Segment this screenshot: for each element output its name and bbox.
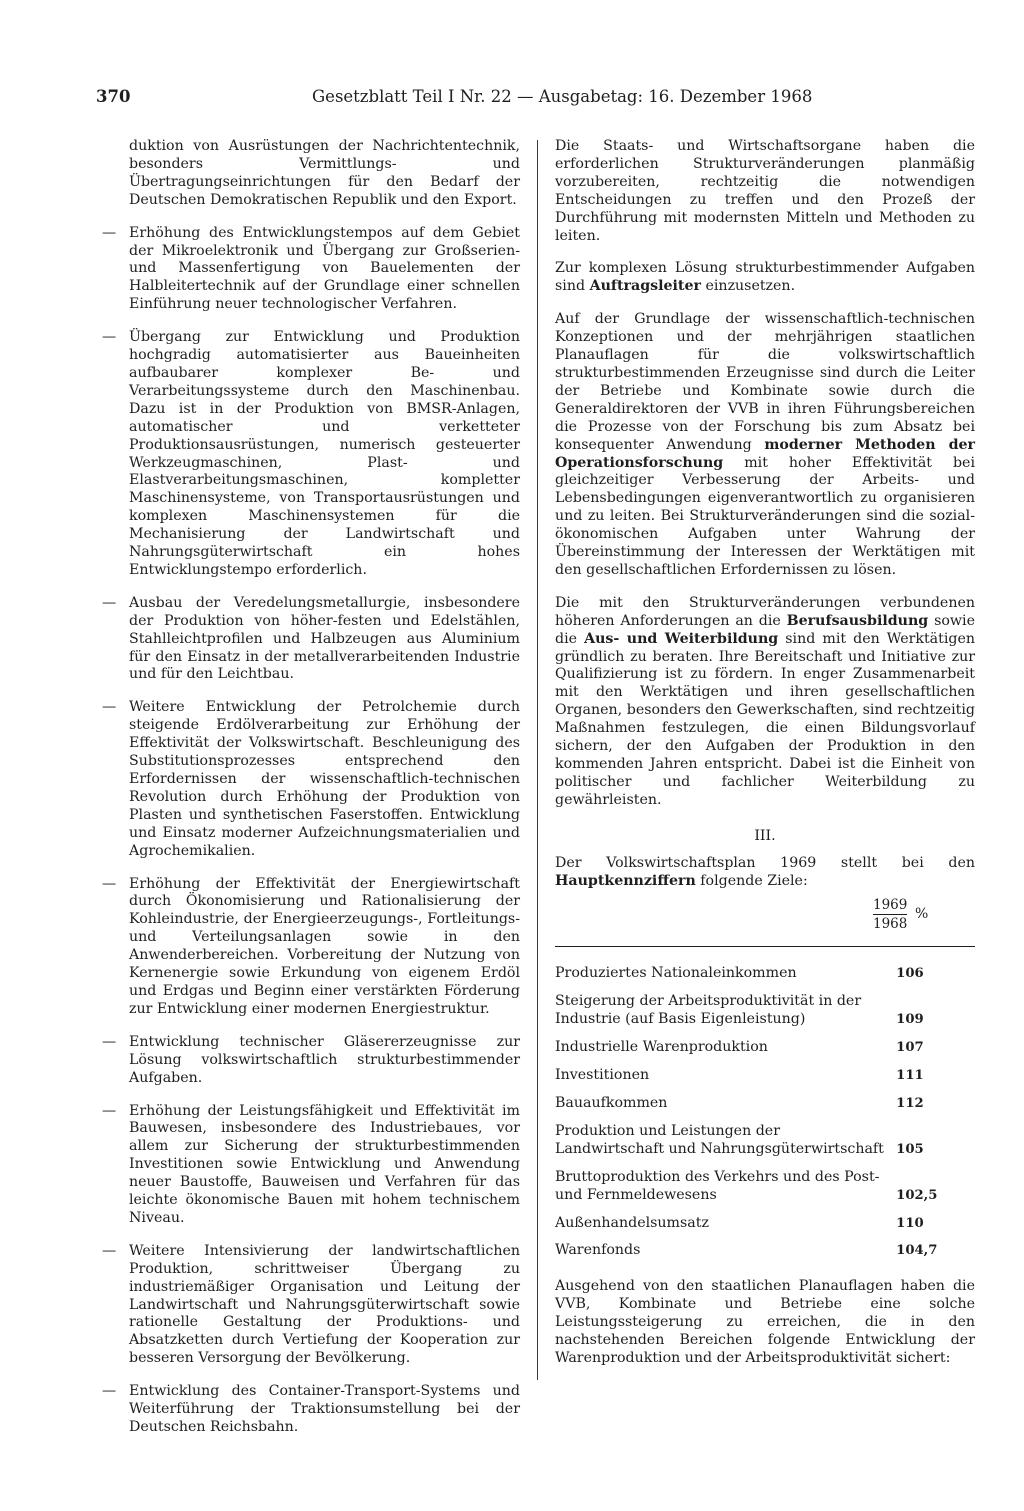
list-item	[102, 876, 520, 1019]
fraction-denominator: 1968	[873, 916, 908, 933]
list-item	[102, 1243, 520, 1368]
fraction-numerator: 1969	[873, 897, 908, 914]
row-label: Warenfonds	[555, 1242, 641, 1259]
row-value: 106	[896, 966, 924, 982]
column-header-fraction	[873, 896, 907, 933]
list-item	[102, 225, 520, 315]
list-item-text: Übergang zur Entwicklung und Produktion hochgradig automatisierter aus Baueinheiten aufbaubarer komplexer Be- und Verarbeitungssysteme durch den Maschinenbau. Dazu ist in der Produktion von BMSR-Anlagen, automatischer und verketteter Produktionsausrüstungen, numerisch gesteuerter Werkzeugmaschinen, Plast- und Elastverarbeitungsmaschinen, kompletter Maschinensysteme, von Transportausrüstungen und komplexen Maschinensystemen für die Mechanisierung der Landwirtschaft und Nahrungsgüterwirtschaft ein hohes Entwicklungstempo erforderlich.	[129, 329, 520, 578]
dash-bullet: —	[102, 594, 117, 611]
row-value: 112	[896, 1095, 924, 1111]
running-title: Gesetzblatt Teil I Nr. 22 — Ausgabetag: 16. Dezember 1968	[312, 87, 813, 106]
list-item	[102, 1103, 520, 1228]
text-run: Die mit den Strukturveränderungen verbundenen höheren Anforderungen an die	[555, 594, 975, 629]
list-item-text: Weitere Entwicklung der Petrolchemie durch steigende Erdölverarbeitung zur Erhöhung der Effektivität der Volkswirtschaft. Beschleunigung des Substitutionsprozesses entsprechend den Erfordernissen der wissenschaftlich-technischen Revolution durch Erhöhung der Produktion von Plasten und synthetischen Faserstoffen. Entwicklung und Einsatz moderner Aufzeichnungsmaterialien und Agrochemikalien.	[129, 699, 520, 859]
text-run: folgende Ziele:	[695, 872, 808, 889]
table-row	[555, 993, 975, 1029]
text-run: sowie die	[555, 612, 975, 647]
section-heading: III.	[754, 827, 776, 844]
dash-bullet: —	[102, 1383, 117, 1400]
page-header	[96, 87, 813, 111]
table-row	[555, 1095, 975, 1113]
percent-unit: %	[915, 906, 929, 923]
table-header	[555, 896, 975, 936]
right-column	[555, 138, 975, 1368]
list-item-text: Entwicklung des Container-Transport-Systems und Weiterführung der Traktionsumstellung bei der Deutschen Reichsbahn.	[129, 1383, 520, 1435]
row-value: 111	[896, 1068, 924, 1084]
dash-bullet: —	[102, 1033, 117, 1050]
closing-paragraph: Ausgehend von den staatlichen Planauflagen haben die VVB, Kombinate und Betriebe eine solche Leistungssteigerung zu erreichen, die in den nachstehenden Bereichen folgende Entwicklung der Warenproduktion und der Arbeitsproduktivität sichert:	[555, 1278, 975, 1366]
bold-term: Hauptkennziffern	[555, 872, 696, 889]
text-run: Der Volkswirtschaftsplan 1969 stellt bei den	[555, 854, 975, 871]
table-rule	[555, 946, 975, 947]
table-row	[555, 1039, 975, 1057]
text-run: Auf der Grundlage der wissenschaftlich-technischen Konzeptionen und der mehrjährigen staatlichen Planauflagen für die volkswirtschaftlich strukturbestimmenden Erzeugnisse sind durch die Leiter der Betriebe und Kombinate sowie durch die Generaldirektoren der VVB in ihren Führungsbereichen die Prozesse von der Forschung bis zum Absatz bei konsequenter Anwendung	[555, 311, 975, 453]
text-run: einzusetzen.	[700, 278, 796, 295]
bold-term: Auftragsleiter	[589, 278, 701, 295]
dash-bullet: —	[102, 329, 117, 346]
row-value: 107	[896, 1040, 924, 1056]
table-row	[555, 1067, 975, 1085]
list-item	[102, 699, 520, 860]
row-value: 105	[896, 1141, 924, 1157]
table-row	[555, 1242, 975, 1260]
page-number: 370	[96, 87, 131, 106]
left-column	[102, 138, 520, 1452]
list-item	[102, 329, 520, 580]
paragraph	[555, 311, 975, 580]
bold-term: moderner Methoden der Operationsforschung	[555, 436, 976, 471]
table-row	[555, 1215, 975, 1233]
text-run: Zur komplexen Lösung strukturbestimmender Aufgaben sind	[555, 260, 975, 295]
list-item-text: Erhöhung der Effektivität der Energiewirtschaft durch Ökonomisierung und Rationalisierung der Kohleindustrie, der Energieerzeugungs-, Fortleitungs- und Verteilungsanlagen sowie in den Anwenderbereichen. Vorbereitung der Nutzung von Kernenergie sowie Erkundung von eigenem Erdöl und Erdgas und Beginn einer verstärkten Förderung zur Entwicklung einer modernen Energiestruktur.	[129, 875, 520, 1017]
paragraph: Die Staats- und Wirtschaftsorgane haben die erforderlichen Strukturveränderungen planmäßig vorzubereiten, rechtzeitig die notwendigen Entscheidungen zu treffen und den Prozeß der Durchführung mit modernsten Mitteln und Methoden zu leiten.	[555, 138, 975, 244]
list-item-text: Erhöhung des Entwicklungstempos auf dem Gebiet der Mikroelektronik und Übergang zur Großserien- und Massenfertigung von Bauelementen der Halbleitertechnik auf der Grundlage einer schnellen Einführung neuer technologischer Verfahren.	[129, 224, 520, 313]
bold-term: Berufsausbildung	[786, 612, 929, 629]
row-value: 102,5	[896, 1187, 938, 1203]
bold-term: Aus- und Weiterbildung	[584, 630, 779, 647]
list-item	[102, 1034, 520, 1088]
row-label: Steigerung der Arbeitsproduktivität in der Industrie (auf Basis Eigenleistung)	[555, 993, 862, 1028]
paragraph	[555, 260, 975, 296]
dash-bullet: —	[102, 224, 117, 241]
table-row	[555, 1169, 975, 1205]
dash-bullet: —	[102, 699, 117, 716]
row-value: 110	[896, 1215, 924, 1231]
table-row	[555, 1123, 975, 1159]
dash-bullet: —	[102, 875, 117, 892]
list-item-text: Erhöhung der Leistungsfähigkeit und Effektivität im Bauwesen, insbesondere des Industriebaues, vor allem zur Sicherung der strukturbestimmenden Investitionen sowie Entwicklung und Anwendung neuer Baustoffe, Bauweisen und Verfahren für das leichte ökonomische Bauen mit hohem technischem Niveau.	[129, 1102, 520, 1226]
row-label: Produziertes Nationaleinkommen	[555, 965, 797, 982]
row-label: Investitionen	[555, 1067, 650, 1084]
list-item	[102, 595, 520, 685]
row-label: Produktion und Leistungen der Landwirtschaft und Nahrungsgüterwirtschaft	[555, 1122, 884, 1157]
table-row	[555, 965, 975, 983]
list-item-text: Entwicklung technischer Gläsererzeugnisse zur Lösung volkswirtschaftlich strukturbestimmender Aufgaben.	[129, 1033, 520, 1086]
list-item-text: Ausbau der Veredelungsmetallurgie, insbesondere der Produktion von höher-festen und Edelstählen, Stahlleichtprofilen und Halbzeugen aus Aluminium für den Einsatz in der metallverarbeitenden Industrie und für den Leichtbau.	[129, 594, 520, 683]
row-label: Bruttoproduktion des Verkehrs und des Post- und Fernmeldewesens	[555, 1168, 880, 1203]
column-divider	[537, 140, 538, 1380]
row-label: Industrielle Warenproduktion	[555, 1039, 768, 1056]
row-label: Außenhandelsumsatz	[555, 1214, 709, 1231]
row-value: 109	[896, 1012, 924, 1028]
dash-bullet: —	[102, 1102, 117, 1119]
list-item-text: Weitere Intensivierung der landwirtschaftlichen Produktion, schrittweiser Übergang zu industriemäßiger Organisation und Leitung der Landwirtschaft und Nahrungsgüterwirtschaft sowie rationelle Gestaltung der Produktions- und Absatzketten durch Vertiefung der Kooperation zur besseren Versorgung der Bevölkerung.	[129, 1242, 520, 1367]
paragraph	[555, 595, 975, 810]
continuation-paragraph: duktion von Ausrüstungen der Nachrichtentechnik, besonders Vermittlungs- und Übertragungseinrichtungen für den Bedarf der Deutschen Demokratischen Republik und den Export.	[129, 138, 520, 208]
row-label: Bauaufkommen	[555, 1094, 668, 1111]
text-run: mit hoher Effektivität bei gleichzeitiger Verbesserung der Arbeits- und Lebensbedingungen eigenverantwortlich zu organisieren und zu leiten. Bei Strukturveränderungen sind die sozial-ökonomischen Aufgaben unter Wahrung der Übereinstimmung der Interessen der Werktätigen mit den gesellschaftlichen Erfordernissen zu lösen.	[555, 454, 975, 578]
table-intro	[555, 855, 975, 891]
text-run: sind mit den Werktätigen gründlich zu beraten. Ihre Bereitschaft und Initiative zur Qualifizierung ist zu fördern. In enger Zusammenarbeit mit den Werktätigen und ihren gesellschaftlichen Organen, besonders den Gewerkschaften, sind rechtzeitig Maßnahmen festzulegen, die einen Bildungsvorlauf sichern, der den Aufgaben der Produktion in den kommenden Jahren entspricht. Dabei ist die Einheit von politischer und fachlicher Weiterbildung zu gewährleisten.	[555, 630, 975, 808]
list-item	[102, 1383, 520, 1437]
dash-bullet: —	[102, 1242, 117, 1259]
row-value: 104,7	[896, 1243, 938, 1259]
